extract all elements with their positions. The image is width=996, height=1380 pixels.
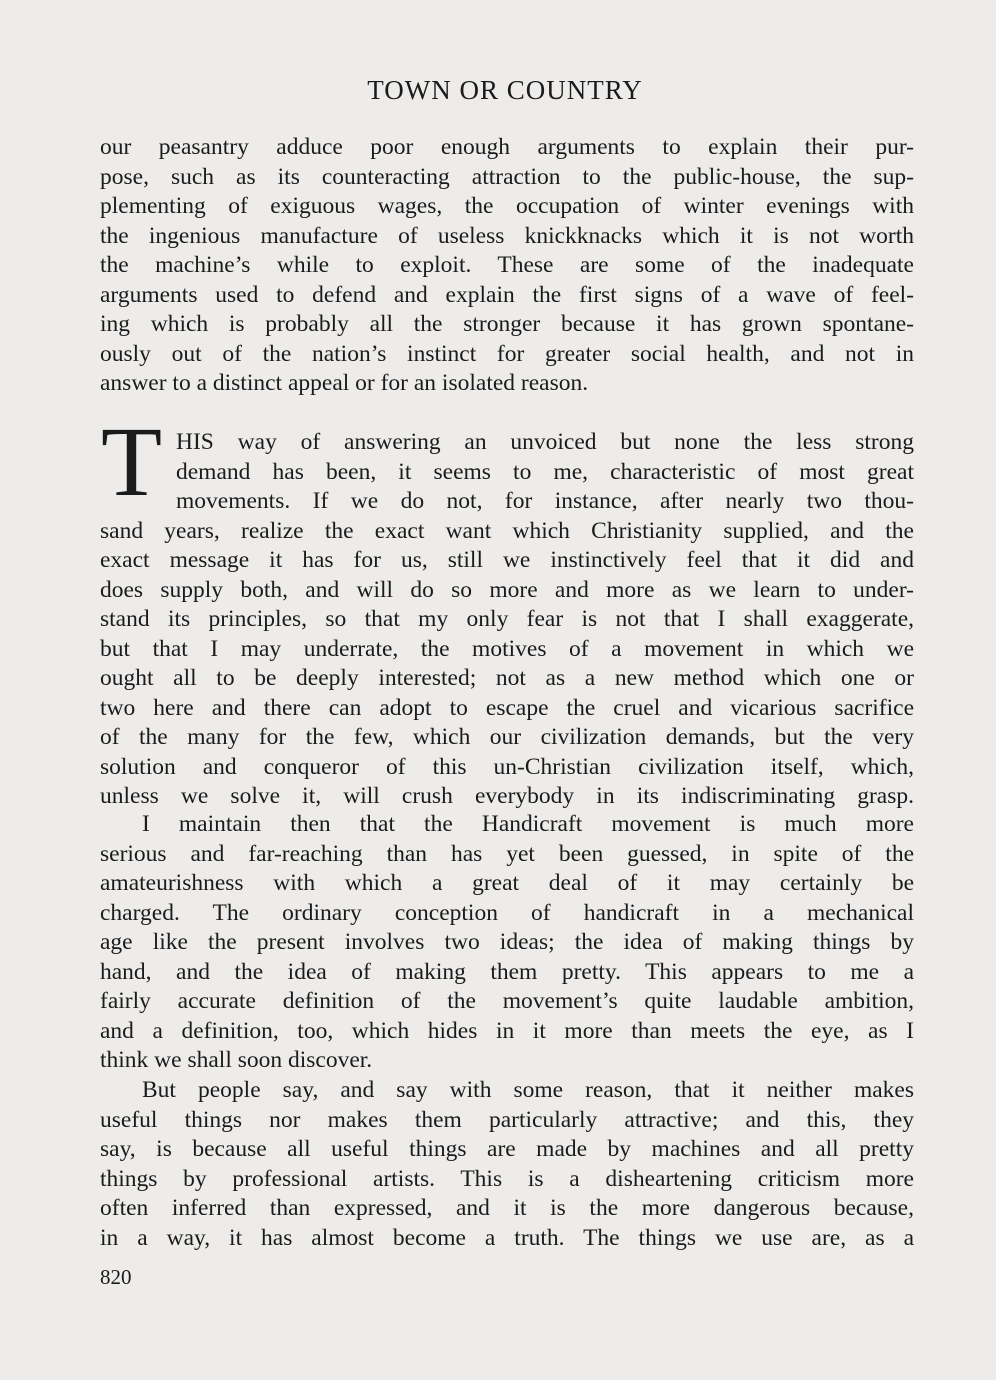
text-line: useful things nor makes them particularly attractive; and this, they (100, 1106, 914, 1133)
paragraph-drop-cap (100, 428, 914, 812)
text-line: ought all to be deeply interested; not as a new method which one or (100, 665, 914, 691)
text-line: age like the present involves two ideas; the idea of making things by (100, 929, 914, 955)
text-line: arguments used to defend and explain the first signs of a wave of feel- (100, 281, 914, 308)
text-line: sand years, realize the exact want which Christianity supplied, and the (100, 517, 914, 544)
text-line: things by professional artists. This is a disheartening criticism more (100, 1165, 914, 1192)
text-line: stand its principles, so that my only fear is not that I shall exaggerate, (100, 606, 914, 632)
text-line: ously out of the nation’s instinct for greater social health, and not in (100, 340, 914, 367)
text-line: think we shall soon discover. (100, 1047, 373, 1073)
paragraph (100, 810, 914, 1076)
paragraph (100, 1076, 914, 1253)
text-line: charged. The ordinary conception of handicraft in a mechanical (100, 899, 914, 926)
text-line: does supply both, and will do so more and more as we learn to under- (100, 576, 914, 603)
text-line: I maintain then that the Handicraft movement is much more (142, 811, 914, 837)
text-line: our peasantry adduce poor enough arguments to explain their pur- (100, 134, 914, 160)
text-line: of the many for the few, which our civilization demands, but the very (100, 724, 914, 750)
text-line: the ingenious manufacture of useless knickknacks which it is not worth (100, 222, 914, 249)
text-line: often inferred than expressed, and it is the more dangerous because, (100, 1195, 914, 1221)
text-line: movements. If we do not, for instance, after nearly two thou- (176, 488, 914, 514)
text-line: the machine’s while to exploit. These are some of the inadequate (100, 252, 914, 278)
text-line: exact message it has for us, still we instinctively feel that it did and (100, 547, 914, 573)
text-line: ing which is probably all the stronger because it has grown spontane- (100, 311, 914, 337)
text-line: amateurishness with which a great deal of it may certainly be (100, 870, 914, 896)
text-line: pose, such as its counteracting attraction to the public-house, the sup- (100, 163, 914, 190)
text-line: unless we solve it, will crush everybody in its indiscriminating grasp. (100, 783, 914, 809)
text-line: plementing of exiguous wages, the occupation of winter evenings with (100, 193, 914, 219)
text-line: fairly accurate definition of the movement’s quite laudable ambition, (100, 988, 914, 1014)
text-line: but that I may underrate, the motives of a movement in which we (100, 635, 914, 662)
text-line: answer to a distinct appeal or for an isolated reason. (100, 370, 589, 396)
text-line: solution and conqueror of this un-Christian civilization itself, which, (100, 753, 914, 780)
text-line: in a way, it has almost become a truth. The things we use are, as a (100, 1224, 914, 1251)
running-head: TOWN OR COUNTRY (367, 75, 643, 105)
page-number: 820 (100, 1265, 132, 1289)
text-line: HIS way of answering an unvoiced but none the less strong (176, 429, 914, 455)
text-line: two here and there can adopt to escape the cruel and vicarious sacrifice (100, 694, 914, 721)
text-line: serious and far-reaching than has yet been guessed, in spite of the (100, 840, 914, 867)
text-line: But people say, and say with some reason, that it neither makes (142, 1077, 914, 1103)
text-line: say, is because all useful things are made by machines and all pretty (100, 1136, 914, 1162)
text-line: demand has been, it seems to me, characteristic of most great (176, 458, 914, 485)
drop-cap: T (101, 406, 163, 517)
text-line: hand, and the idea of making them pretty. This appears to me a (100, 958, 914, 985)
text-line: and a definition, too, which hides in it more than meets the eye, as I (100, 1017, 914, 1044)
paragraph-continuation (100, 133, 914, 399)
